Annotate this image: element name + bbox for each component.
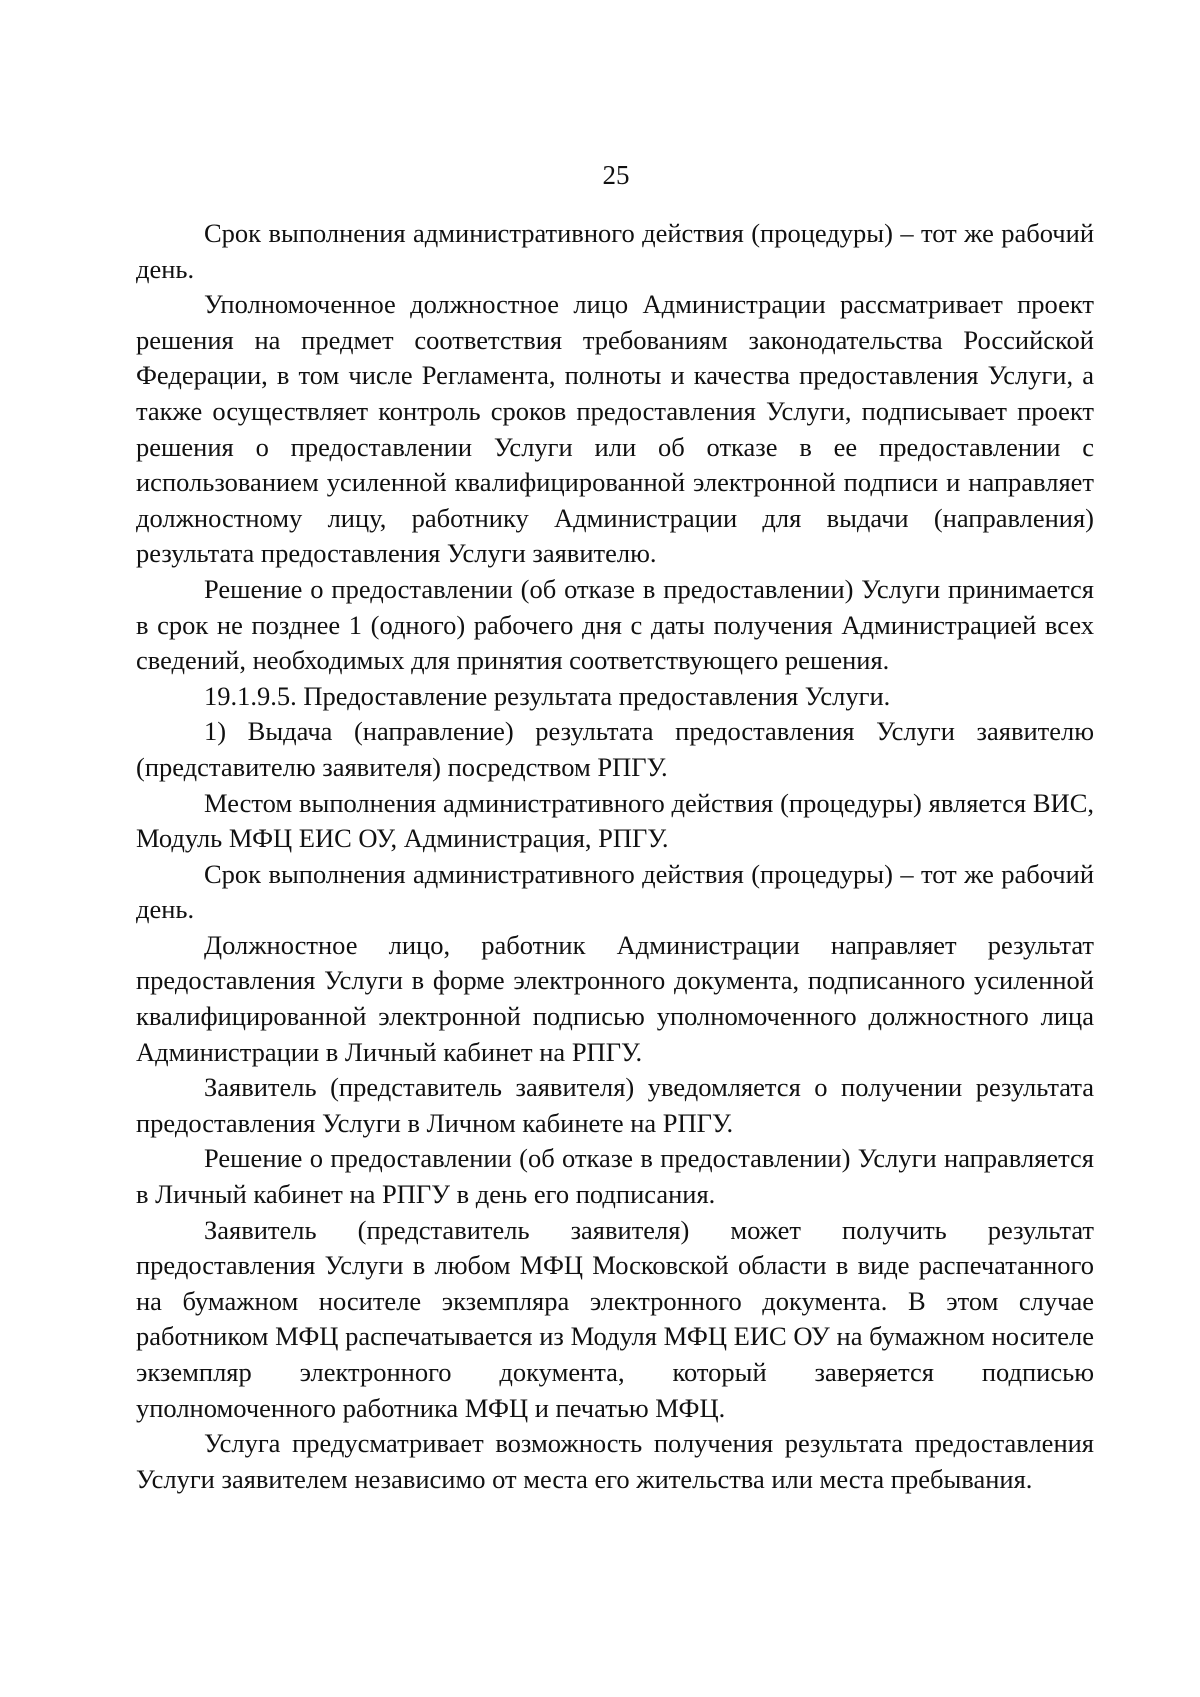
paragraph: Решение о предоставлении (об отказе в предоставлении) Услуги принимается в срок не позднее 1 (одного) рабочего дня с даты получения Администрацией всех сведений, необходимых для принятия соответствующего решения. [136, 573, 1094, 676]
paragraph: Должностное лицо, работник Администрации направляет результат предоставления Услуги в форме электронного документа, подписанного усиленной квалифицированной электронной подписью уполномоченного должностного лица Администрации в Личный кабинет на РПГУ. [136, 929, 1094, 1067]
paragraph: 1) Выдача (направление) результата предоставления Услуги заявителю (представителю заявителя) посредством РПГУ. [136, 716, 1094, 782]
section-heading: 19.1.9.5. Предоставление результата предоставления Услуги. [204, 680, 891, 711]
paragraph: Срок выполнения административного действия (процедуры) – тот же рабочий день. [136, 218, 1094, 284]
paragraph: Заявитель (представитель заявителя) уведомляется о получении результата предоставления Услуги в Личном кабинете на РПГУ. [136, 1072, 1094, 1138]
page-number: 25 [602, 160, 630, 190]
paragraph: Местом выполнения административного действия (процедуры) является ВИС, Модуль МФЦ ЕИС ОУ, Администрация, РПГУ. [136, 787, 1094, 854]
paragraph: Решение о предоставлении (об отказе в предоставлении) Услуги направляется в Личный кабинет на РПГУ в день его подписания. [136, 1143, 1094, 1210]
paragraph: Услуга предусматривает возможность получения результата предоставления Услуги заявителем независимо от места его жительства или места пребывания. [136, 1428, 1094, 1494]
paragraph: Срок выполнения административного действия (процедуры) – тот же рабочий день. [136, 858, 1094, 925]
paragraph: Заявитель (представитель заявителя) может получить результат предоставления Услуги в любом МФЦ Московской области в виде распечатанного на бумажном носителе экземпляра электронного документа. В этом случае работником МФЦ распечатывается из Модуля МФЦ ЕИС ОУ на бумажном носителе экземпляр электронного документа, который заверяется подписью уполномоченного работника МФЦ и печатью МФЦ. [136, 1214, 1094, 1423]
paragraph: Уполномоченное должностное лицо Администрации рассматривает проект решения на предмет соответствия требованиям законодательства Российской Федерации, в том числе Регламента, полноты и качества предоставления Услуги, а также осуществляет контроль сроков предоставления Услуги, подписывает проект решения о предоставлении Услуги или об отказе в ее предоставлении с использованием усиленной квалифицированной электронной подписи и направляет должностному лицу, работнику Администрации для выдачи (направления) результата предоставления Услуги заявителю. [136, 289, 1094, 569]
document-body [136, 216, 1094, 1497]
